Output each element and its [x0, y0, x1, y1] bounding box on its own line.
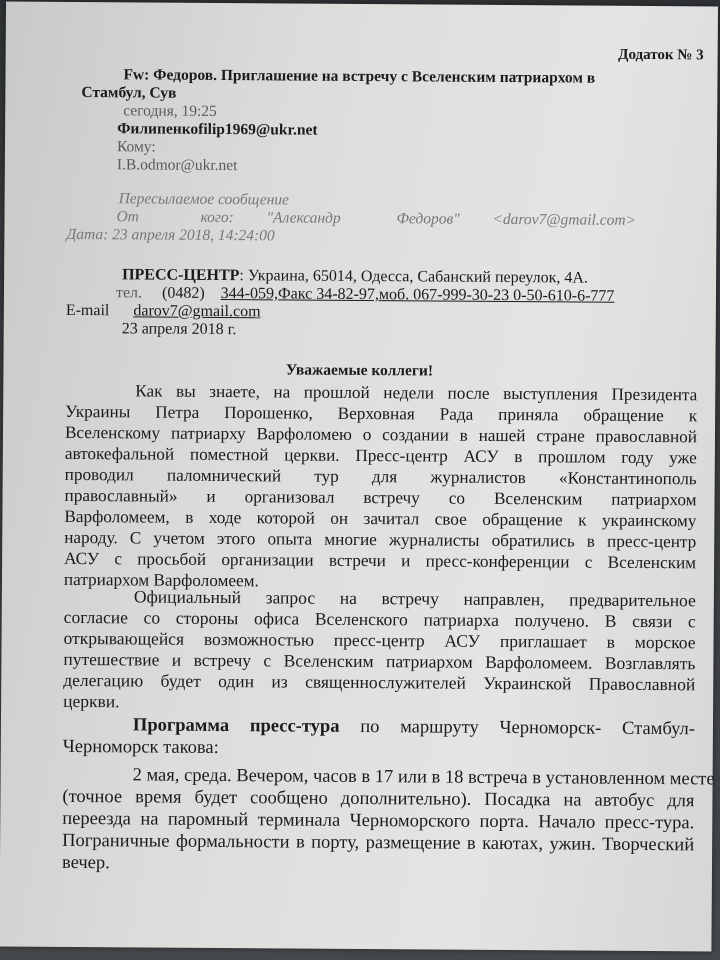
tel-code: (0482) — [161, 284, 205, 302]
p3-line: Пограничные формальности в порту, размещение в каютах, ужин. Творческий — [62, 830, 695, 856]
press-center-date: 23 апреля 2018 г. — [121, 320, 237, 339]
p1-line: православный» и организовал встречу со Вселенским патриархом — [64, 485, 697, 510]
from-label: От — [116, 208, 139, 226]
email-from: Филипенкоfilip1969@ukr.net — [117, 120, 318, 139]
p2-line: открывающейся возможностью пресс-центр АСУ приглашает в морское — [63, 627, 696, 653]
p1-line: народу. С учетом этого опыта многие журналисты обратились в пресс-центр — [64, 527, 697, 552]
press-center-title: ПРЕСС-ЦЕНТР — [122, 266, 240, 285]
p1-line: автокефальной поместной церкви. Пресс-центр АСУ в прошлом году уже — [64, 443, 697, 468]
p3-line: вечер. — [61, 852, 110, 874]
sent-date: Дата: 23 апреля 2018, 14:24:00 — [66, 225, 275, 245]
press-center-email-line — [66, 302, 261, 321]
p1-line: патриархом Варфоломеем. — [63, 569, 259, 591]
paragraph-1 — [64, 380, 697, 594]
forwarded-label: Пересылаемое сообщение — [118, 190, 290, 209]
email-subject-line1: Fw: Федоров. Приглашение на встречу с Вселенским патриархом в — [123, 66, 596, 87]
p2-line: делегацию будет один из священнослужителей Украинской Православной — [63, 669, 696, 695]
tel-label: тел. — [115, 284, 143, 302]
tel-numbers: 344-059,Факс 34-82-97,моб. 067-999-30-23 0-50-610-6-777 — [220, 285, 615, 305]
email-date: сегодня, 19:25 — [123, 102, 217, 120]
letter-greeting: Уважаемые коллеги! — [285, 361, 434, 380]
p2-line: Официальный запрос на встречу направлен, предварительное — [133, 586, 696, 611]
p2-line: путешествие и встречу с Вселенским патриархом Варфоломеем. Возглавлять — [63, 648, 696, 674]
p1-line: АСУ с просьбой организации встречи и пресс-конференции с Вселенским — [64, 548, 697, 573]
email-to-label: Кому: — [116, 138, 156, 156]
program-route: по маршруту Черноморск- Стамбул- — [339, 716, 696, 740]
p3-line: 2 мая, среда. Вечером, часов в 17 или в 18 встреча в установленном месте — [132, 765, 715, 790]
sender-email: <darov7@gmail.com> — [492, 210, 637, 229]
p1-line: проводил паломнический тур для журналистов «Константинополь — [64, 464, 697, 489]
addendum-label: Додаток № 3 — [618, 46, 704, 64]
p1-line: Варфоломеем, в ходе которой он зачитал свое обращение к украинскому — [64, 506, 697, 531]
sender-surname: Федоров" — [396, 210, 460, 228]
program-title: Программа пресс-тура — [132, 715, 340, 737]
p2-line: согласие со стороны офиса Вселенского патриарха получено. В связи с — [63, 606, 696, 632]
document-page — [0, 2, 718, 952]
p1-line: Вселенскому патриарху Варфоломею о создании в нашей стране православной — [64, 422, 698, 447]
p3-line: переезда на паромный терминала Черноморского порта. Начало пресс-тура. — [62, 808, 695, 834]
press-center-address: : Украина, 65014, Одесса, Сабанский переулок, 4А. — [239, 267, 589, 287]
from-kogo: кого: — [200, 208, 234, 227]
sender-name: "Александр — [266, 209, 341, 227]
paragraph-3 — [61, 764, 715, 878]
press-center-email[interactable]: darov7@gmail.com — [133, 302, 261, 321]
program-heading — [63, 714, 695, 762]
p3-line: (точное время будет сообщено дополнительно). Посадка на автобус для — [62, 786, 695, 812]
email-label: E-mail — [65, 301, 110, 320]
email-to: I.B.odmor@ukr.net — [116, 156, 238, 175]
email-subject-line2: Стамбул, Сув — [81, 84, 177, 102]
p2-line: церкви. — [63, 690, 120, 712]
p1-line: Как вы знаете, на прошлой недели после выступления Президента — [135, 381, 698, 405]
p1-line: Украины Петра Порошенко, Верховная Рада приняла обращение к — [65, 401, 698, 426]
paragraph-2 — [63, 586, 696, 716]
program-line2: Черноморск такова: — [62, 736, 219, 759]
